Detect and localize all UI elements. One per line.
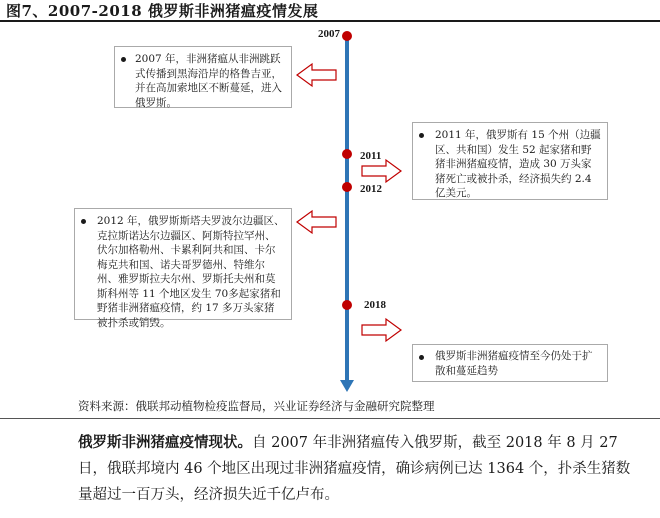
year-node-2011 [342,149,352,159]
event-box-2012 [74,208,292,329]
year-node-2018 [342,300,352,310]
year-label-2007: 2007 [318,28,340,40]
arrow-2012 [297,211,336,233]
bullet-icon [419,355,424,360]
arrow-2007 [297,64,336,86]
source-rule [0,418,660,419]
event-box-2007 [114,46,292,108]
year-label-2011: 2011 [360,150,382,162]
event-text-2012: 2012 年，俄罗斯斯塔夫罗波尔边疆区、克拉斯诺达尔边疆区、阿斯特拉罕州、伏尔加格勒州、卡累利阿共和国、卡尔梅克共和国、诺夫哥罗德州、特维尔州、雅罗斯拉夫尔州、罗斯托夫州和莫斯科州等 11 个地区发生 70多起家猪和野猪非洲猪瘟疫情，约 17 多万头家猪被扑杀或销毁。 [97,215,285,329]
year-node-2012 [342,182,352,192]
event-text-2007: 2007 年，非洲猪瘟从非洲跳跃式传播到黑海沿岸的格鲁吉亚，并在高加索地区不断蔓延，进入俄罗斯。 [135,53,282,109]
timeline-axis-arrowhead [340,380,354,392]
paragraph-lead: 俄罗斯非洲猪瘟疫情现状。 [78,434,252,451]
arrow-2018 [362,319,401,341]
body-paragraph [78,430,638,508]
bullet-icon [419,133,424,138]
year-label-2012: 2012 [360,183,382,195]
event-text-2011: 2011 年，俄罗斯有 15 个州（边疆区、共和国）发生 52 起家猪和野猪非洲猪瘟疫情，造成 30 万头家猪死亡或被扑杀，经济损失约 2.4亿美元。 [435,129,601,199]
arrow-2011 [362,160,401,182]
bullet-icon [81,219,86,224]
event-text-2018: 俄罗斯非洲猪瘟疫情至今仍处于扩散和蔓延趋势 [435,350,593,377]
paragraph-body: 自 2007 年非洲猪瘟传入俄罗斯，截至 2018 年 8 月 27 日，俄联邦境内 46 个地区出现过非洲猪瘟疫情，确诊病例已达 1364 个，扑杀生猪数量超过一百万头，经济损失近千亿卢布。 [78,435,631,503]
year-label-2018: 2018 [364,299,386,311]
figure-title: 图7、2007-2018 俄罗斯非洲猪瘟疫情发展 [6,2,319,20]
event-box-2011 [412,122,608,200]
event-box-2018 [412,344,608,382]
year-node-2007 [342,31,352,41]
bullet-icon [121,57,126,62]
source-note: 资料来源：俄联邦动植物检疫监督局，兴业证券经济与金融研究院整理 [78,399,435,413]
